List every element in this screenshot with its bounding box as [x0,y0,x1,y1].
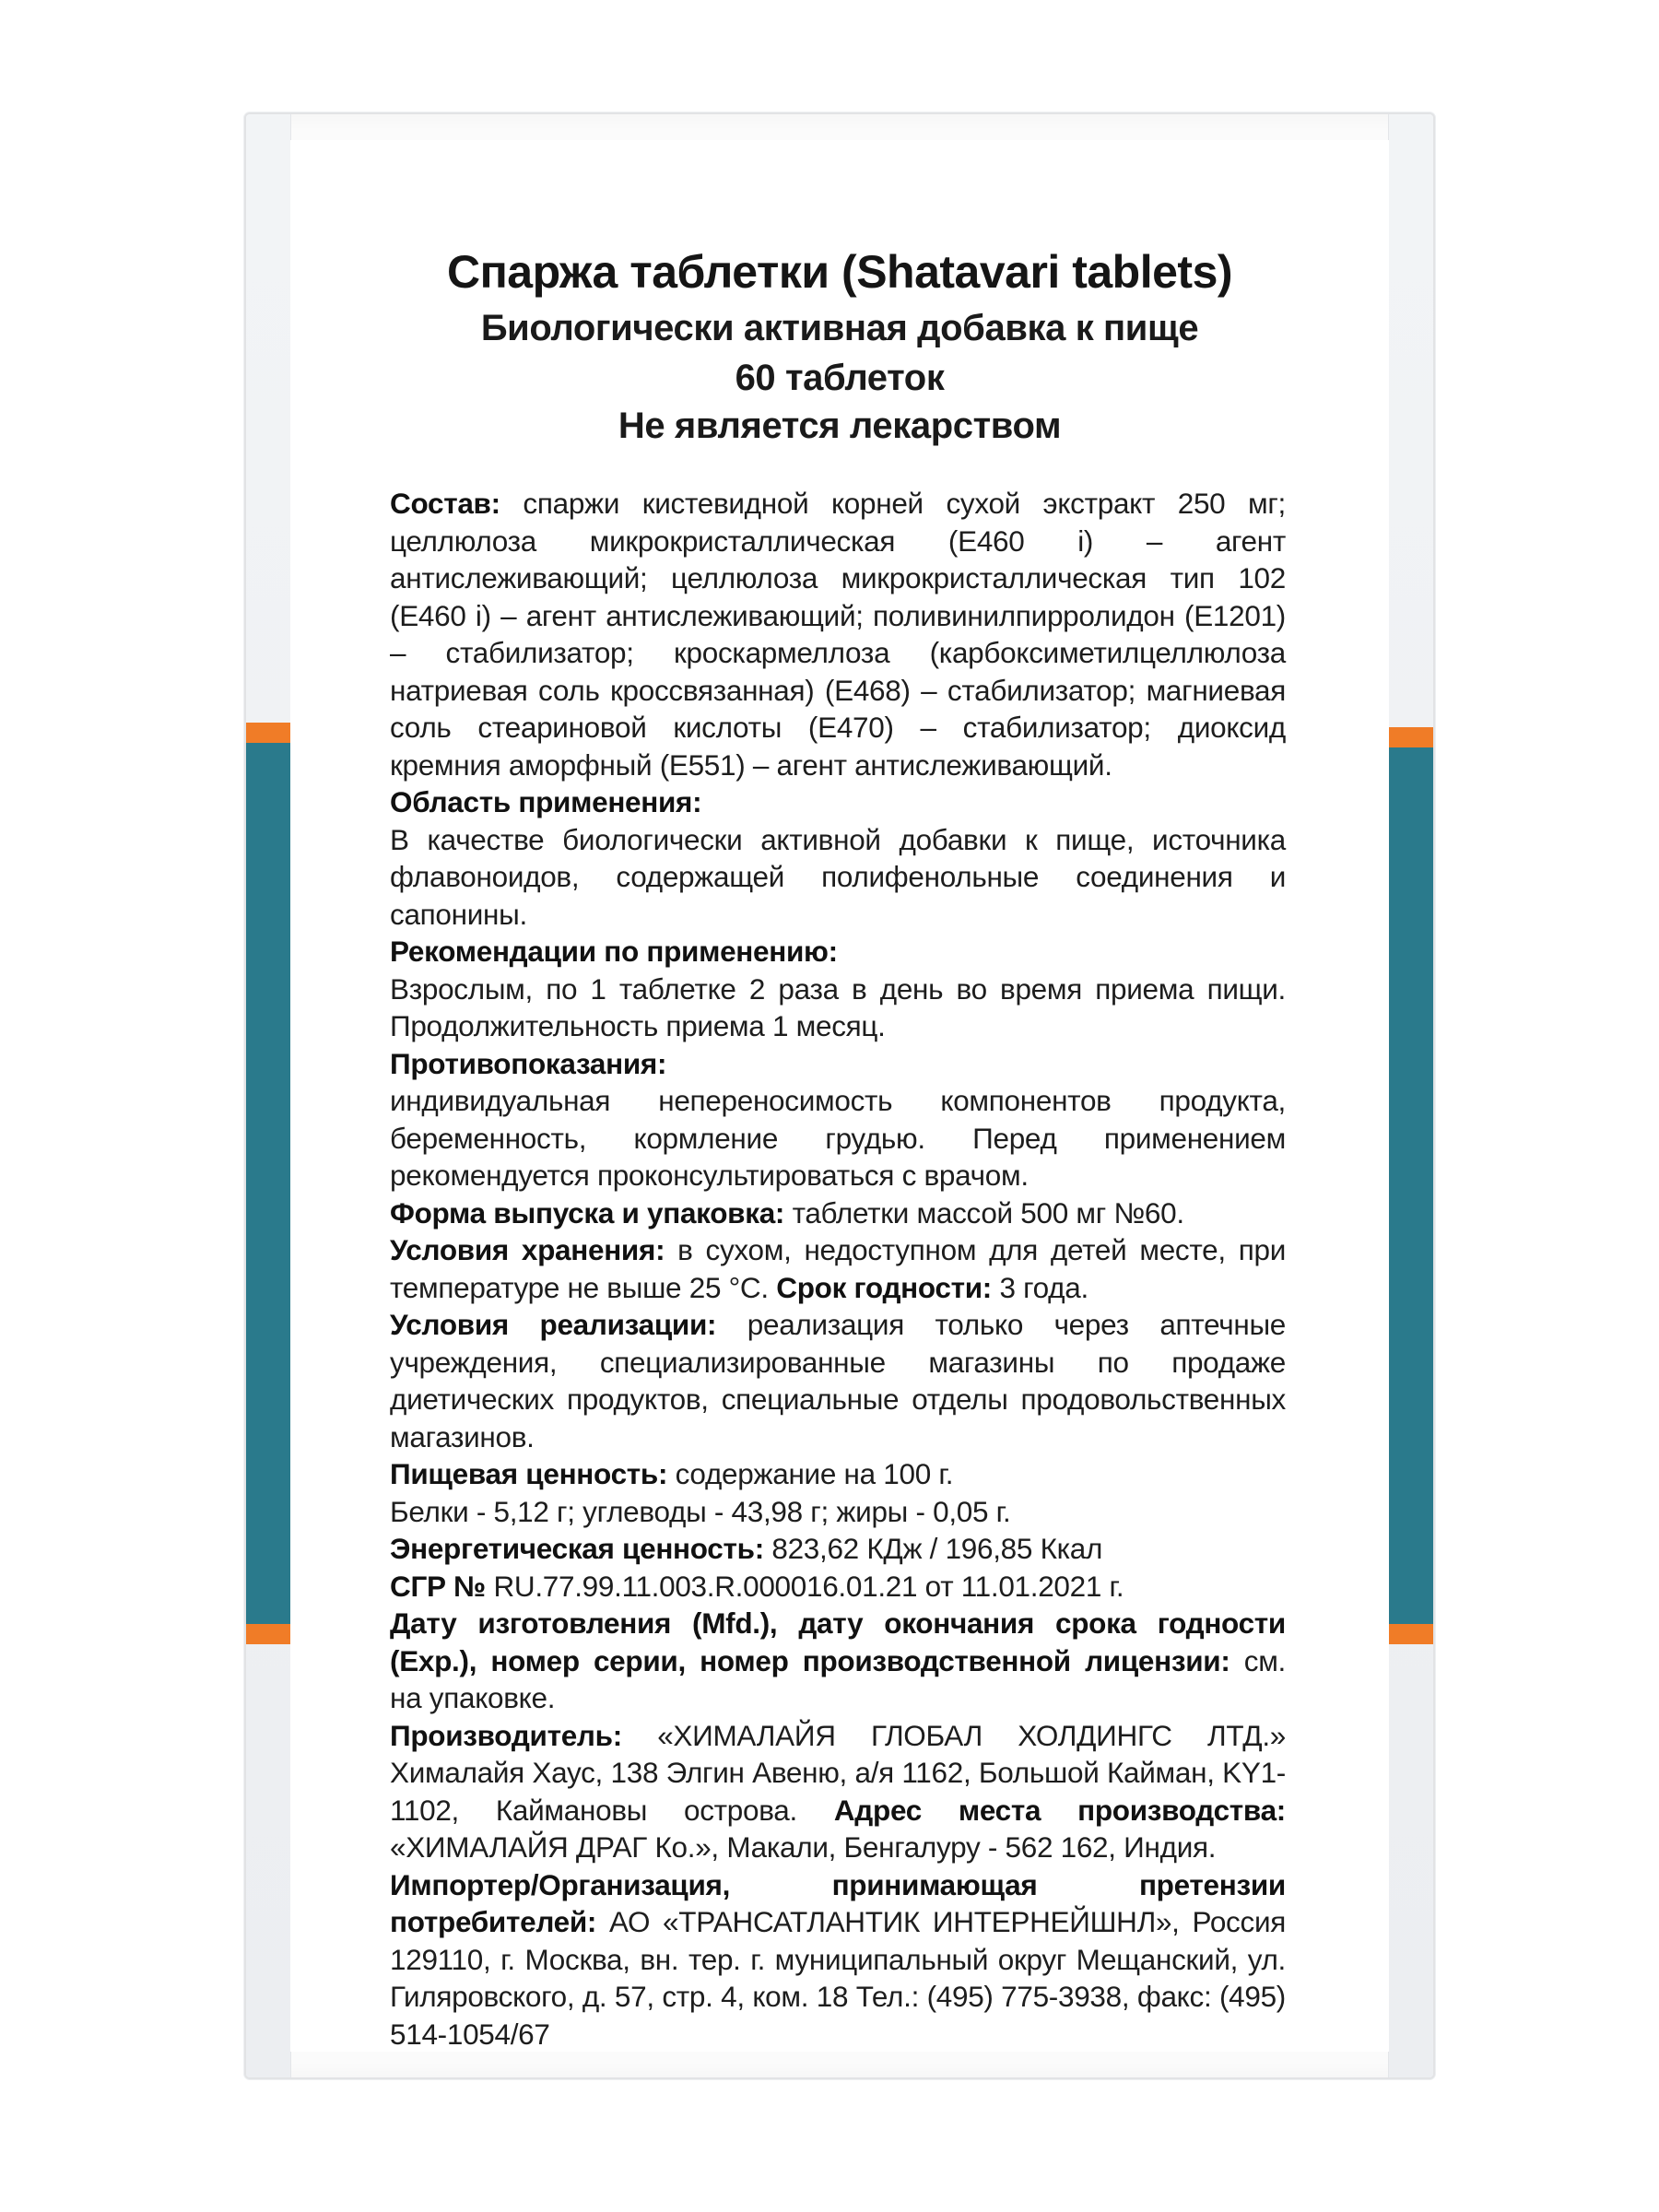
package-back-panel [244,112,1435,2079]
section-label: Форма выпуска и упаковка: [390,1195,785,1230]
section-text: 823,62 КДж / 196,85 Ккал [771,1532,1103,1565]
section-label: Дату изготовления (Mfd.), дату окончания срока годности (Exp.), номер серии, номер производственной лицензии: [390,1606,1286,1677]
product-disclaimer: Не является лекарством [618,406,1062,446]
decor-orange-band [1389,1624,1433,1644]
section-label: Условия реализации: [390,1308,717,1341]
section-text: реализация только через аптечные учреждения, специализированные магазины по продаже диетических продуктов, специальные отделы продовольственных магазинов. [390,1308,1287,1453]
section-text: 3 года. [999,1270,1088,1304]
product-quantity: 60 таблеток [735,358,945,398]
sale-conditions-section [390,1306,1286,1455]
section-text: содержание на 100 г. [675,1457,954,1490]
section-label: Производитель: [390,1718,622,1752]
decor-stripe-left [246,723,290,1644]
energy-section [390,1530,1286,1568]
contraindications-section [390,1045,1286,1194]
storage-section [390,1231,1286,1306]
section-label: Срок годности: [776,1270,992,1304]
section-label: Рекомендации по применению: [390,935,838,968]
decor-stripe-right [1389,727,1433,1644]
composition-section [390,485,1286,783]
label-text [390,485,1286,2053]
section-text: В качестве биологически активной добавки к пище, источника флавоноидов, содержащей полифенольные соединения и сапонины. [390,822,1286,931]
section-text: в сухом, недоступном для детей месте, при температуре не выше 25 °С. [390,1233,1286,1304]
section-text: RU.77.99.11.003.R.000016.01.21 от 11.01.2021 г. [493,1569,1124,1603]
sgr-section [390,1568,1286,1606]
importer-section [390,1866,1286,2053]
section-text: АО «ТРАНСАТЛАНТИК ИНТЕРНЕЙШНЛ», Россия 129110, г. Москва, вн. тер. г. муниципальный округ Мещанский, ул. Гиляровского, д. 57, стр. 4, ком. 18 Тел.: (495) 775-3938, факс: (495) 514-1054/67 [390,1905,1286,2051]
decor-orange-band [246,723,290,743]
recommendations-section [390,933,1286,1045]
section-text: см. на упаковке. [390,1643,1287,1714]
decor-orange-band [246,1624,290,1644]
section-text: «ХИМАЛАЙЯ ДРАГ Ко.», Макали, Бенгалуру - 562 162, Индия. [390,1830,1217,1864]
section-label: Импортер/Организация, принимающая претензии потребителей: [390,1867,1286,1938]
decor-orange-band [1389,727,1433,747]
section-label: Адрес места производства: [833,1793,1286,1827]
section-text: таблетки массой 500 мг №60. [792,1195,1184,1230]
section-label: СГР № [390,1569,486,1603]
section-label: Противопоказания: [390,1046,667,1080]
section-label: Условия хранения: [390,1233,665,1266]
form-section [390,1194,1286,1232]
section-text: спаржи кистевидной корней сухой экстракт 250 мг; целлюлоза микрокристаллическая (E460 i) – агент антислеживающий; целлюлоза микрокристаллическая тип 102 (E460 i) – агент антислеживающий; поливинилпирролидон (E1201) – стабилизатор; кроскармеллоза (карбоксиметилцеллюлоза натриевая соль кроссвязанная) (E468) – стабилизатор; магниевая соль стеариновой кислоты (E470) – стабилизатор; диоксид кремния аморфный (E551) – агент антислеживающий. [390,487,1286,782]
nutrition-values: Белки - 5,12 г; углеводы - 43,98 г; жиры - 0,05 г. [390,1494,1011,1528]
application-area-section [390,783,1286,933]
section-label: Энергетическая ценность: [390,1532,764,1565]
label-panel [290,140,1389,2052]
section-label: Состав: [390,487,500,520]
manufacturer-section [390,1717,1286,1866]
section-text: индивидуальная непереносимость компонентов продукта, беременность, кормление грудью. Перед применением рекомендуется проконсультироваться с врачом. [390,1084,1286,1192]
section-text: «ХИМАЛАЙЯ ГЛОБАЛ ХОЛДИНГС ЛТД.» Хималайя Хаус, 138 Элгин Авеню, а/я 1162, Большой Кайман, KY1-1102, Каймановы острова. [390,1718,1286,1827]
section-text: Взрослым, по 1 таблетке 2 раза в день во время приема пищи. Продолжительность приема 1 месяц. [390,971,1286,1042]
product-title: Спаржа таблетки (Shatavari tablets) [446,246,1233,298]
section-label: Область применения: [390,785,702,818]
section-label: Пищевая ценность: [390,1457,668,1490]
dates-section [390,1605,1286,1717]
nutrition-section [390,1455,1286,1493]
product-category: Биологически активная добавка к пище [480,308,1199,348]
